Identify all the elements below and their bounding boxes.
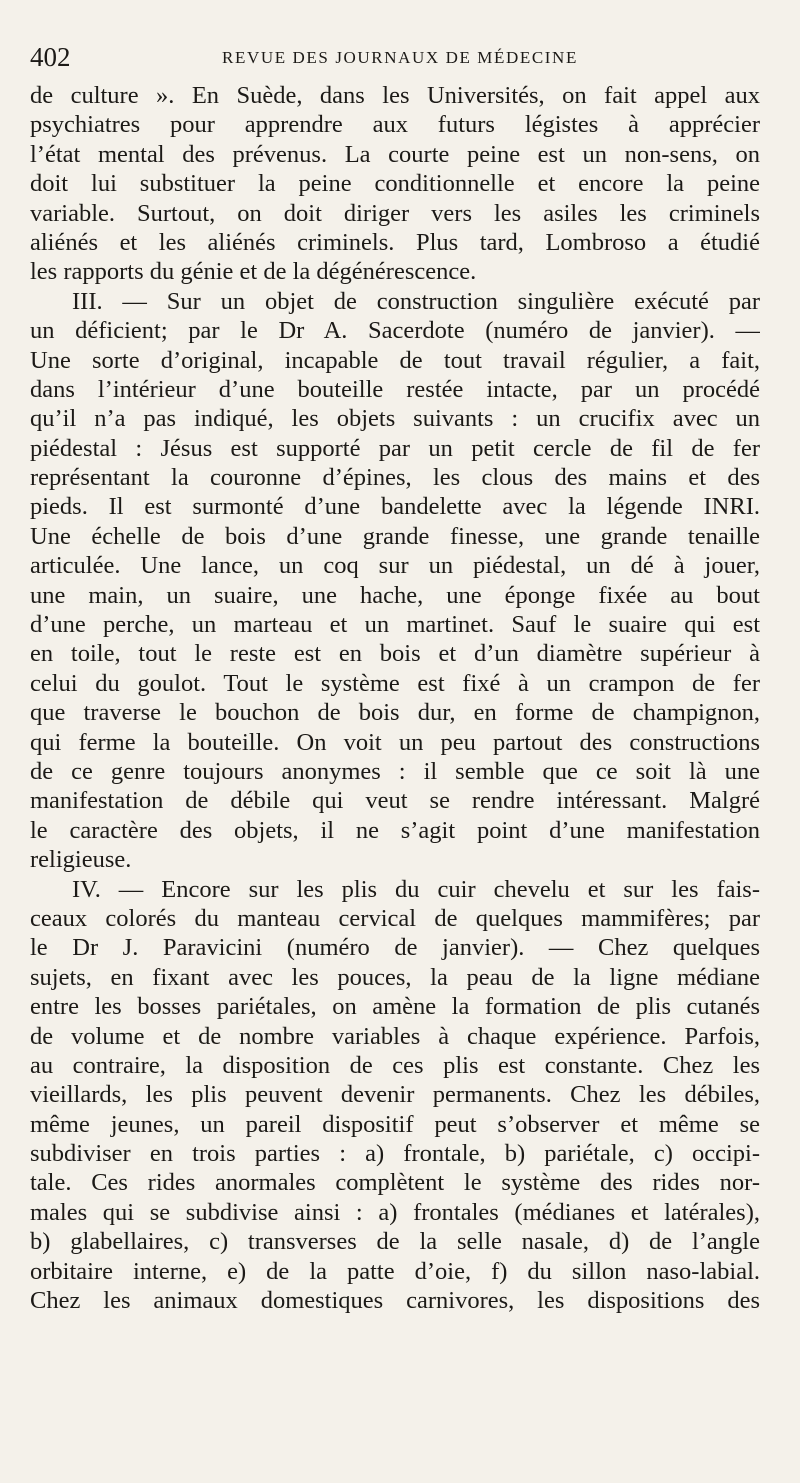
text-line: ceaux colorés du manteau cervical de quelques mammifères; par — [30, 904, 760, 932]
text-line: les rapports du génie et de la dégénérescence. — [30, 258, 477, 286]
text-line: subdiviser en trois parties : a) frontale, b) pariétale, c) occipi- — [30, 1140, 760, 1168]
text-line: pieds. Il est surmonté d’une bandelette avec la légende INRI. — [30, 493, 760, 521]
text-line: vieillards, les plis peuvent devenir permanents. Chez les débiles, — [30, 1081, 760, 1109]
text-line: que traverse le bouchon de bois dur, en forme de champignon, — [30, 699, 760, 727]
text-line: représentant la couronne d’épines, les clous des mains et des — [30, 464, 760, 492]
text-line: piédestal : Jésus est supporté par un petit cercle de fil de fer — [30, 434, 760, 462]
text-line: même jeunes, un pareil dispositif peut s’observer et même se — [30, 1110, 760, 1138]
page-number: 402 — [30, 42, 71, 72]
text-line: Une sorte d’original, incapable de tout travail régulier, a fait, — [30, 346, 760, 374]
text-line: males qui se subdivise ainsi : a) frontales (médianes et latérales), — [30, 1198, 760, 1226]
running-title: REVUE DES JOURNAUX DE MÉDECINE — [222, 48, 578, 67]
text-line: doit lui substituer la peine conditionnelle et encore la peine — [30, 170, 760, 198]
text-line: entre les bosses pariétales, on amène la formation de plis cutanés — [30, 993, 760, 1021]
text-line: de volume et de nombre variables à chaque expérience. Parfois, — [30, 1022, 760, 1050]
text-line: dans l’intérieur d’une bouteille restée intacte, par un procédé — [30, 375, 760, 403]
text-line: en toile, tout le reste est en bois et d’un diamètre supérieur à — [30, 640, 760, 668]
text-line: de ce genre toujours anonymes : il semble que ce soit là une — [30, 757, 760, 785]
text-line: une main, un suaire, une hache, une éponge fixée au bout — [30, 581, 760, 609]
text-line: un déficient; par le Dr A. Sacerdote (numéro de janvier). — — [30, 317, 760, 345]
text-line: l’état mental des prévenus. La courte peine est un non-sens, on — [30, 140, 760, 168]
section-heading-line: III. — Sur un objet de construction singulière exécuté par — [72, 287, 760, 315]
text-line: b) glabellaires, c) transverses de la selle nasale, d) de l’angle — [30, 1228, 760, 1256]
text-line: celui du goulot. Tout le système est fixé à un crampon de fer — [30, 669, 760, 697]
text-line: le caractère des objets, il ne s’agit point d’une manifestation — [30, 816, 760, 844]
text-line: variable. Surtout, on doit diriger vers les asiles les criminels — [30, 199, 760, 227]
section-heading-line: IV. — Encore sur les plis du cuir chevelu et sur les fais- — [72, 875, 760, 903]
text-line: articulée. Une lance, un coq sur un piédestal, un dé à jouer, — [30, 552, 760, 580]
text-line: tale. Ces rides anormales complètent le système des rides nor- — [30, 1169, 760, 1197]
text-line: aliénés et les aliénés criminels. Plus tard, Lombroso a étudié — [30, 228, 760, 256]
text-line: manifestation de débile qui veut se rendre intéressant. Malgré — [30, 787, 760, 815]
text-line: psychiatres pour apprendre aux futurs légistes à apprécier — [30, 111, 760, 139]
text-line: orbitaire interne, e) de la patte d’oie, f) du sillon naso-labial. — [30, 1257, 760, 1285]
text-line: sujets, en fixant avec les pouces, la peau de la ligne médiane — [30, 963, 760, 991]
text-line: d’une perche, un marteau et un martinet. Sauf le suaire qui est — [30, 611, 760, 639]
text-line: le Dr J. Paravicini (numéro de janvier). — Chez quelques — [30, 934, 760, 962]
text-line: au contraire, la disposition de ces plis est constante. Chez les — [30, 1051, 760, 1079]
page-header — [30, 40, 770, 76]
text-line: Chez les animaux domestiques carnivores, les dispositions des — [30, 1287, 760, 1315]
text-line: qu’il n’a pas indiqué, les objets suivants : un crucifix avec un — [30, 405, 760, 433]
body-text — [30, 81, 760, 1315]
text-line: de culture ». En Suède, dans les Universités, on fait appel aux — [30, 82, 760, 109]
text-line: qui ferme la bouteille. On voit un peu partout des constructions — [30, 728, 760, 756]
text-line: religieuse. — [30, 846, 132, 874]
text-line: Une échelle de bois d’une grande finesse, une grande tenaille — [30, 522, 760, 550]
